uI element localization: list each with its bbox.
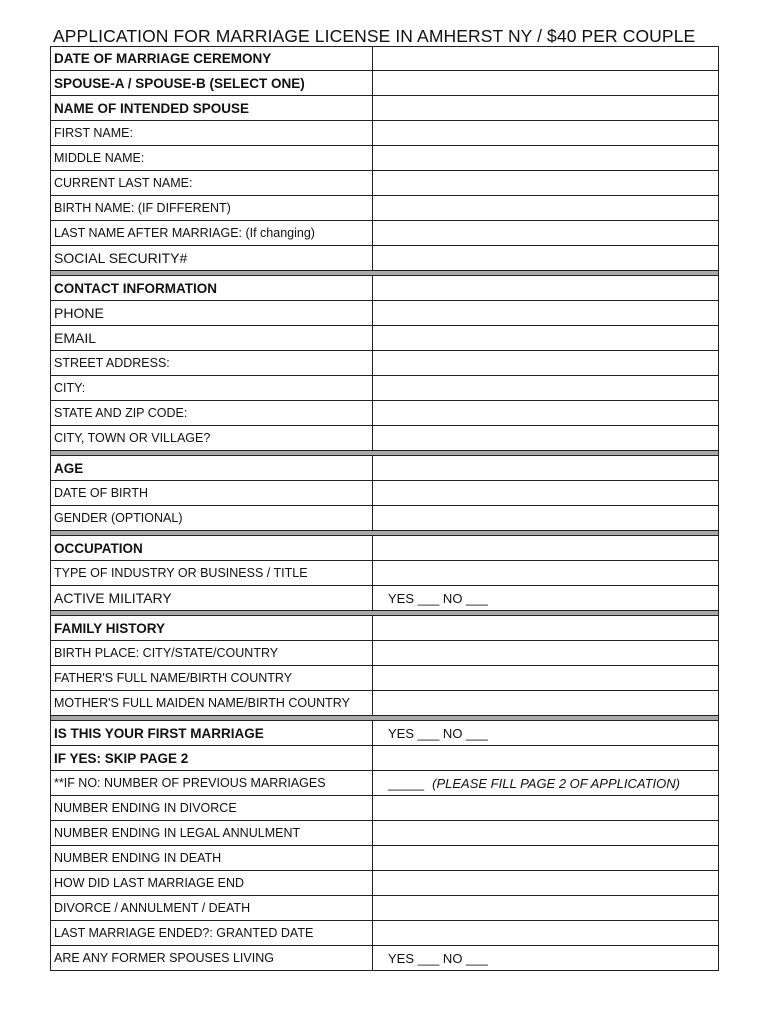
form-row: [50, 401, 719, 426]
form-row: [50, 146, 719, 171]
field-input[interactable]: [373, 221, 718, 245]
field-input[interactable]: [373, 846, 718, 870]
form-row: [50, 796, 719, 821]
form-row: [50, 221, 719, 246]
field-input[interactable]: [373, 96, 718, 120]
field-label: TYPE OF INDUSTRY OR BUSINESS / TITLE: [51, 561, 373, 585]
field-input[interactable]: [373, 921, 718, 945]
field-input[interactable]: [373, 616, 718, 640]
field-label: FAMILY HISTORY: [51, 616, 373, 640]
field-input[interactable]: [373, 746, 718, 770]
field-input[interactable]: [373, 71, 718, 95]
field-input[interactable]: [373, 561, 718, 585]
form-row: [50, 561, 719, 586]
field-label: BIRTH NAME: (IF DIFFERENT): [51, 196, 373, 220]
field-label: NUMBER ENDING IN DEATH: [51, 846, 373, 870]
form-row: [50, 196, 719, 221]
form-row: [50, 641, 719, 666]
field-input[interactable]: [373, 821, 718, 845]
field-label: BIRTH PLACE: CITY/STATE/COUNTRY: [51, 641, 373, 665]
field-label: DIVORCE / ANNULMENT / DEATH: [51, 896, 373, 920]
form-row: [50, 616, 719, 641]
field-label: CITY:: [51, 376, 373, 400]
application-form: [50, 46, 719, 971]
field-input[interactable]: [373, 401, 718, 425]
form-row: [50, 586, 719, 611]
field-value: YES ___ NO ___: [388, 950, 488, 966]
field-label: IF YES: SKIP PAGE 2: [51, 746, 373, 770]
form-row: [50, 481, 719, 506]
field-input[interactable]: [373, 896, 718, 920]
form-row: [50, 121, 719, 146]
field-value: YES ___ NO ___: [388, 590, 488, 606]
field-label: FIRST NAME:: [51, 121, 373, 145]
field-input[interactable]: [373, 121, 718, 145]
field-input[interactable]: [373, 796, 718, 820]
field-label: OCCUPATION: [51, 536, 373, 560]
form-row: [50, 946, 719, 971]
form-row: [50, 691, 719, 716]
field-label: CITY, TOWN OR VILLAGE?: [51, 426, 373, 450]
form-row: [50, 351, 719, 376]
form-title: APPLICATION FOR MARRIAGE LICENSE IN AMHERST NY / $40 PER COUPLE: [53, 26, 696, 46]
form-row: [50, 376, 719, 401]
field-label: CONTACT INFORMATION: [51, 276, 373, 300]
field-label: **IF NO: NUMBER OF PREVIOUS MARRIAGES: [51, 771, 373, 795]
field-input[interactable]: [373, 171, 718, 195]
field-input[interactable]: [373, 871, 718, 895]
form-row: [50, 276, 719, 301]
field-input[interactable]: [373, 771, 718, 795]
field-value: _____: [388, 775, 425, 791]
field-label: SOCIAL SECURITY#: [51, 246, 373, 270]
field-input[interactable]: [373, 721, 718, 745]
form-row: [50, 871, 719, 896]
form-row: [50, 246, 719, 271]
field-input[interactable]: [373, 276, 718, 300]
field-label: LAST MARRIAGE ENDED?: GRANTED DATE: [51, 921, 373, 945]
field-input[interactable]: [373, 326, 718, 350]
field-label: STATE AND ZIP CODE:: [51, 401, 373, 425]
field-label: GENDER (OPTIONAL): [51, 506, 373, 530]
form-row: [50, 171, 719, 196]
field-label: SPOUSE-A / SPOUSE-B (SELECT ONE): [51, 71, 373, 95]
form-row: [50, 426, 719, 451]
form-row: [50, 771, 719, 796]
form-row: [50, 326, 719, 351]
field-input[interactable]: [373, 506, 718, 530]
field-input[interactable]: [373, 301, 718, 325]
form-row: [50, 666, 719, 691]
field-label: PHONE: [51, 301, 373, 325]
field-label: ACTIVE MILITARY: [51, 586, 373, 610]
field-input[interactable]: [373, 666, 718, 690]
form-row: [50, 821, 719, 846]
field-input[interactable]: [373, 376, 718, 400]
form-row: [50, 46, 719, 71]
field-input[interactable]: [373, 586, 718, 610]
form-row: [50, 721, 719, 746]
field-input[interactable]: [373, 691, 718, 715]
field-label: FATHER'S FULL NAME/BIRTH COUNTRY: [51, 666, 373, 690]
form-row: [50, 846, 719, 871]
form-row: [50, 456, 719, 481]
field-label: MOTHER'S FULL MAIDEN NAME/BIRTH COUNTRY: [51, 691, 373, 715]
form-row: [50, 301, 719, 326]
field-input[interactable]: [373, 426, 718, 450]
form-row: [50, 506, 719, 531]
field-label: NUMBER ENDING IN DIVORCE: [51, 796, 373, 820]
field-label: IS THIS YOUR FIRST MARRIAGE: [51, 721, 373, 745]
form-row: [50, 921, 719, 946]
field-input[interactable]: [373, 146, 718, 170]
field-label: MIDDLE NAME:: [51, 146, 373, 170]
field-input[interactable]: [373, 536, 718, 560]
field-input[interactable]: [373, 246, 718, 270]
field-label: NAME OF INTENDED SPOUSE: [51, 96, 373, 120]
form-row: [50, 96, 719, 121]
field-note: (PLEASE FILL PAGE 2 OF APPLICATION): [432, 775, 680, 791]
field-label: STREET ADDRESS:: [51, 351, 373, 375]
field-input[interactable]: [373, 47, 718, 70]
form-row: [50, 536, 719, 561]
form-row: [50, 746, 719, 771]
field-input[interactable]: [373, 946, 718, 970]
form-row: [50, 71, 719, 96]
field-label: EMAIL: [51, 326, 373, 350]
field-label: ARE ANY FORMER SPOUSES LIVING: [51, 946, 373, 970]
field-label: CURRENT LAST NAME:: [51, 171, 373, 195]
field-label: AGE: [51, 456, 373, 480]
field-input[interactable]: [373, 481, 718, 505]
form-row: [50, 896, 719, 921]
field-input[interactable]: [373, 196, 718, 220]
field-input[interactable]: [373, 351, 718, 375]
field-label: DATE OF MARRIAGE CEREMONY: [51, 47, 373, 70]
field-label: DATE OF BIRTH: [51, 481, 373, 505]
field-input[interactable]: [373, 456, 718, 480]
field-input[interactable]: [373, 641, 718, 665]
field-label: NUMBER ENDING IN LEGAL ANNULMENT: [51, 821, 373, 845]
field-label: LAST NAME AFTER MARRIAGE: (If changing): [51, 221, 373, 245]
field-value: YES ___ NO ___: [388, 725, 488, 741]
field-label: HOW DID LAST MARRIAGE END: [51, 871, 373, 895]
